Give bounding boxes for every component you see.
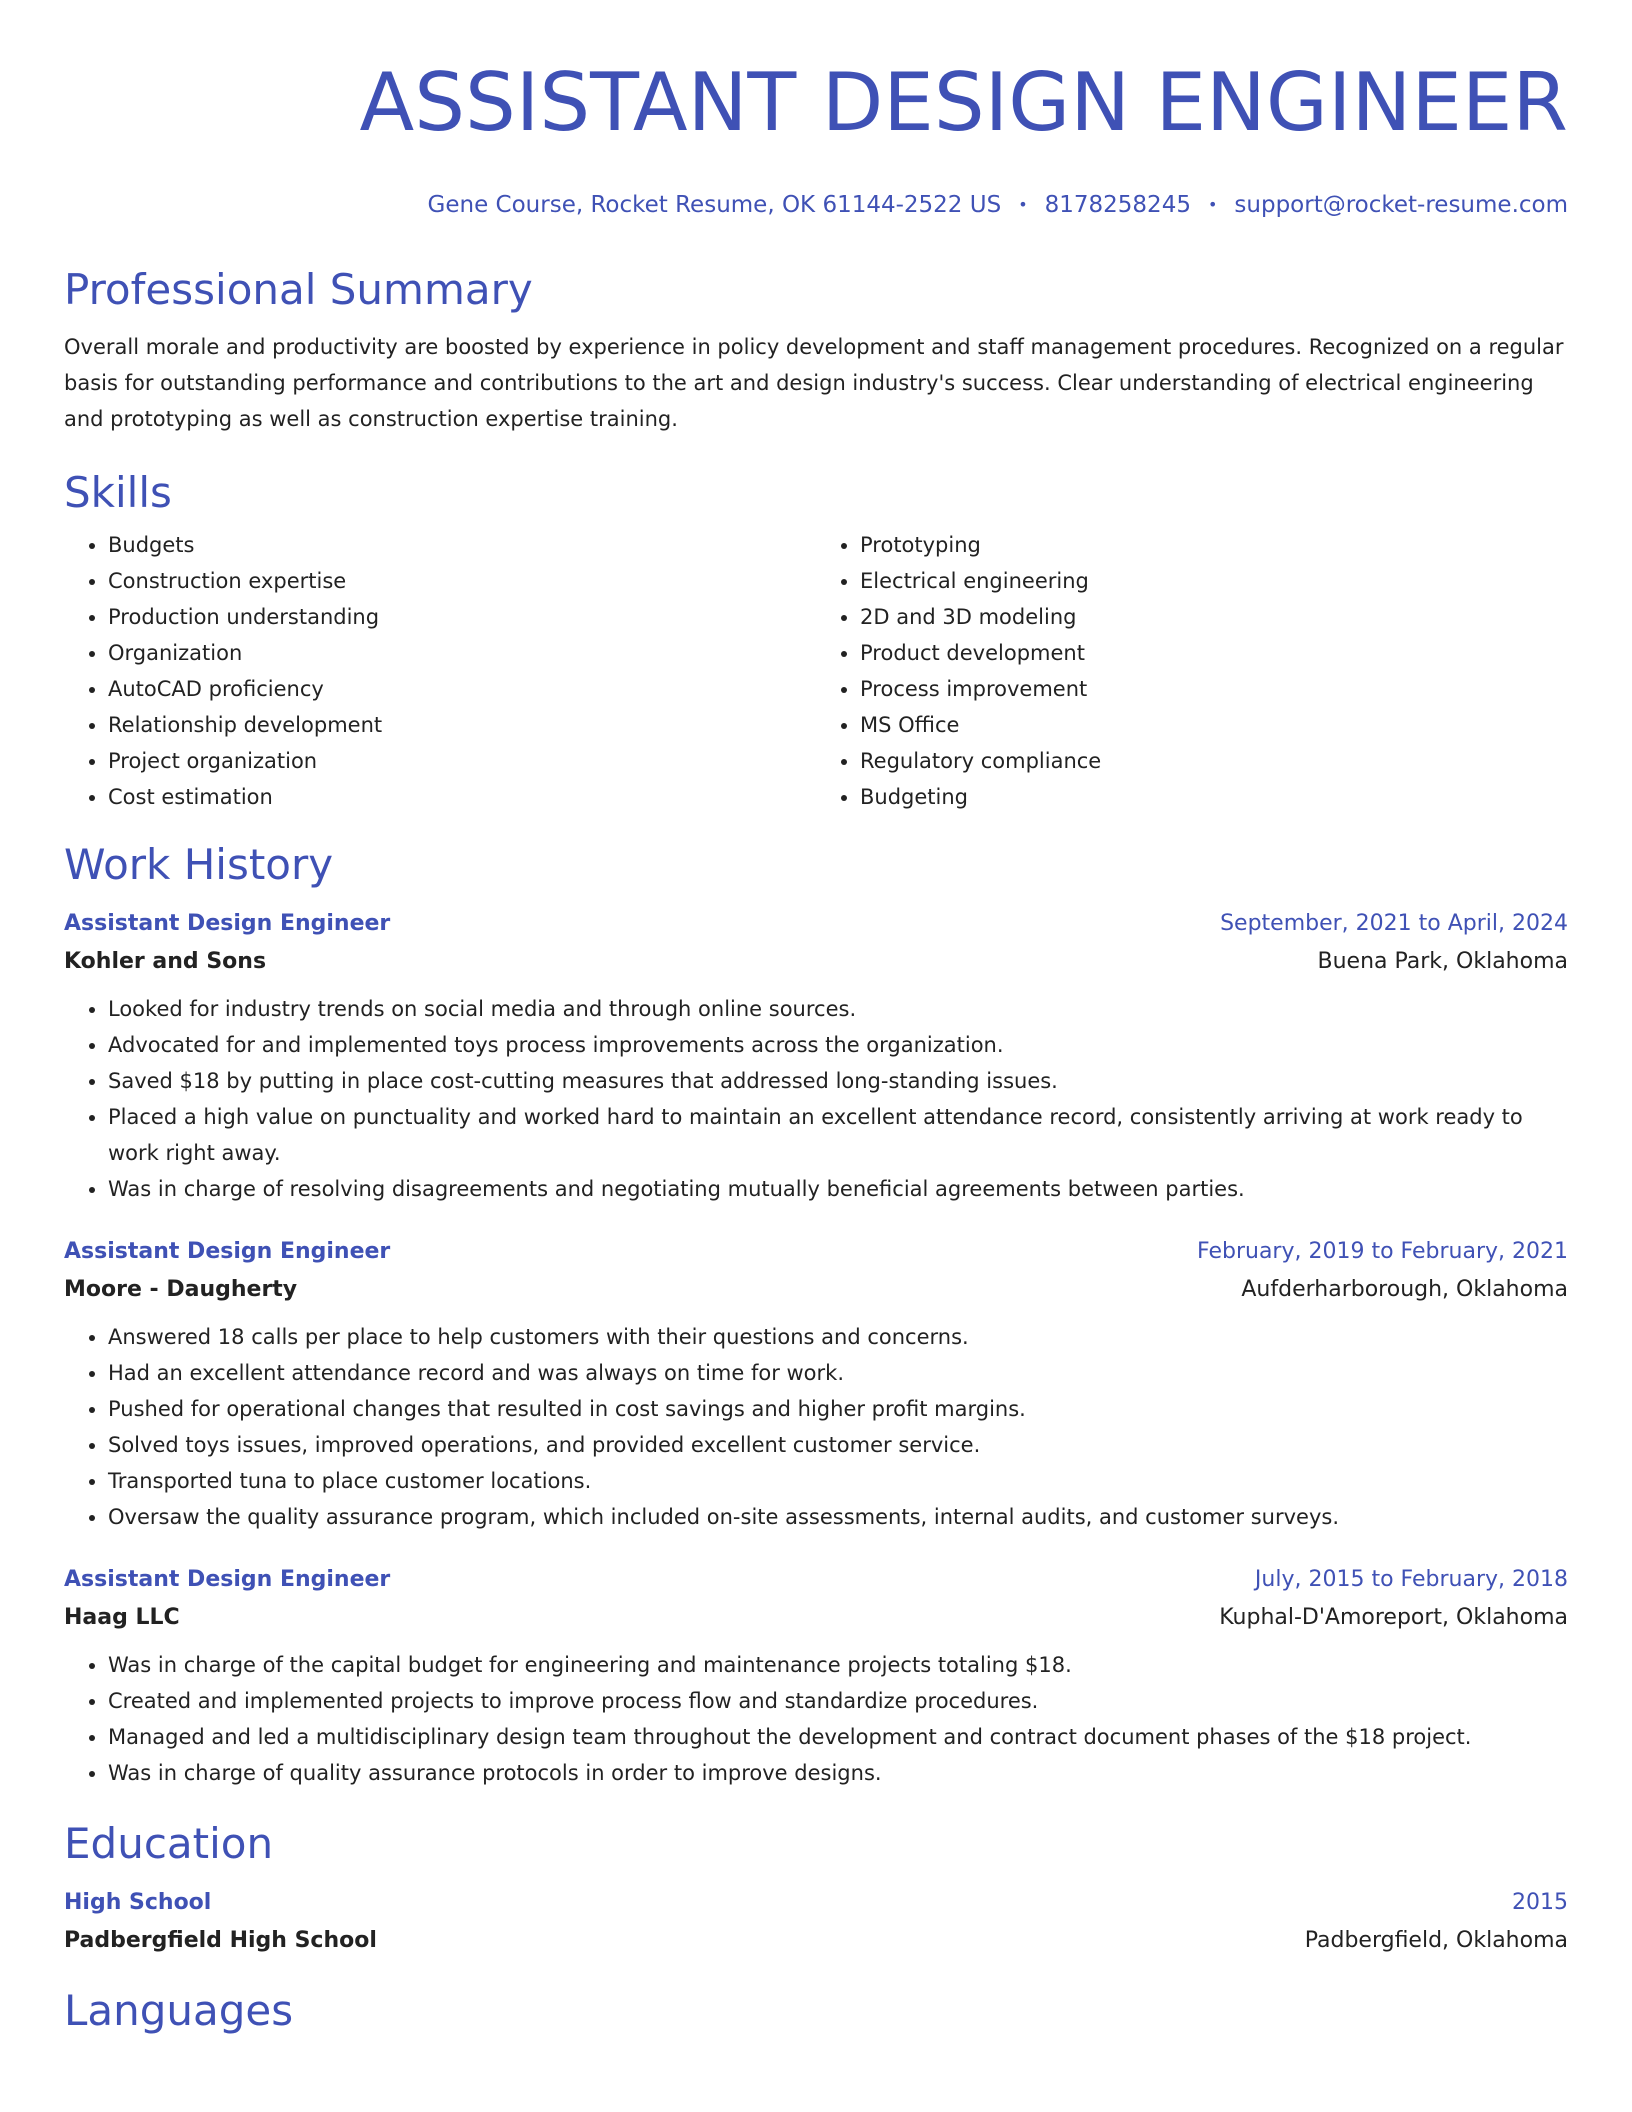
resume-title: ASSISTANT DESIGN ENGINEER: [359, 56, 1568, 149]
job-entry: [64, 905, 1568, 1207]
job-title-row: [64, 1233, 1568, 1271]
skill-item: • Production understanding: [108, 599, 816, 635]
job-title-row: [64, 1561, 1568, 1599]
education-entry: [64, 1884, 1568, 1960]
resume-header: [64, 0, 1568, 220]
skill-item: • Budgeting: [860, 779, 1568, 815]
job-bullet: • Advocated for and implemented toys process improvements across the organization.: [108, 1027, 1568, 1063]
job-company-row: [64, 943, 1568, 981]
skill-item: • Project organization: [108, 743, 816, 779]
work-history-heading: Work History: [64, 840, 334, 889]
job-title: Assistant Design Engineer: [64, 911, 391, 936]
job-bullet: • Looked for industry trends on social media and through online sources.: [108, 991, 1568, 1027]
job-bullet: • Managed and led a multidisciplinary design team throughout the development and contract document phases of the $18 project.: [108, 1719, 1568, 1755]
job-bullet: • Was in charge of the capital budget for engineering and maintenance projects totaling $18.: [108, 1647, 1568, 1683]
job-location: Buena Park, Oklahoma: [1317, 949, 1568, 974]
job-bullets: [64, 1647, 1568, 1791]
separator-dot: •: [1018, 195, 1028, 214]
summary-section: [64, 265, 1568, 437]
skill-item: • Construction expertise: [108, 563, 816, 599]
skill-item: • AutoCAD proficiency: [108, 671, 816, 707]
job-location: Aufderharborough, Oklahoma: [1241, 1277, 1568, 1302]
job-entry: [64, 1561, 1568, 1791]
languages-section: [64, 1986, 1568, 2036]
job-company-row: [64, 1599, 1568, 1637]
education-school-row: [64, 1922, 1568, 1960]
job-dates: February, 2019 to February, 2021: [1197, 1239, 1568, 1264]
job-bullets: [64, 991, 1568, 1207]
job-company: Haag LLC: [64, 1605, 180, 1630]
job-bullet: • Had an excellent attendance record and was always on time for work.: [108, 1355, 1568, 1391]
job-company: Kohler and Sons: [64, 949, 267, 974]
skills-heading: Skills: [64, 468, 172, 517]
skill-item: • Electrical engineering: [860, 563, 1568, 599]
education-school: Padbergfield High School: [64, 1928, 377, 1953]
job-dates: September, 2021 to April, 2024: [1220, 911, 1568, 936]
job-bullet: • Oversaw the quality assurance program, which included on-site assessments, internal audits, and customer surveys.: [108, 1499, 1568, 1535]
education-location: Padbergfield, Oklahoma: [1304, 1928, 1568, 1953]
education-degree: High School: [64, 1890, 212, 1915]
contact-phone: 8178258245: [1044, 192, 1191, 218]
summary-heading: Professional Summary: [64, 265, 533, 314]
contact-line: [64, 190, 1568, 220]
job-bullet: • Placed a high value on punctuality and worked hard to maintain an excellent attendance record, consistently arriving at work ready to work right away.: [108, 1099, 1568, 1171]
work-history-section: [64, 840, 1568, 1791]
job-bullet: • Saved $18 by putting in place cost-cutting measures that addressed long-standing issues.: [108, 1063, 1568, 1099]
job-title-row: [64, 905, 1568, 943]
job-bullet: • Was in charge of resolving disagreements and negotiating mutually beneficial agreements between parties.: [108, 1171, 1568, 1207]
education-degree-row: [64, 1884, 1568, 1922]
skills-list-left: [64, 527, 816, 815]
contact-address: Gene Course, Rocket Resume, OK 61144-2522 US: [427, 192, 1002, 218]
skills-section: [64, 468, 1568, 815]
job-bullet: • Was in charge of quality assurance protocols in order to improve designs.: [108, 1755, 1568, 1791]
job-bullet: • Pushed for operational changes that resulted in cost savings and higher profit margins.: [108, 1391, 1568, 1427]
skill-item: • MS Office: [860, 707, 1568, 743]
separator-dot: •: [1207, 195, 1218, 214]
skill-item: • Cost estimation: [108, 779, 816, 815]
skill-item: • 2D and 3D modeling: [860, 599, 1568, 635]
skill-item: • Regulatory compliance: [860, 743, 1568, 779]
job-bullet: • Answered 18 calls per place to help customers with their questions and concerns.: [108, 1319, 1568, 1355]
skills-grid: [64, 527, 1568, 815]
skills-list-right: [816, 527, 1568, 815]
skill-item: • Prototyping: [860, 527, 1568, 563]
job-bullets: [64, 1319, 1568, 1535]
job-dates: July, 2015 to February, 2018: [1254, 1567, 1568, 1592]
skill-item: • Budgets: [108, 527, 816, 563]
contact-email[interactable]: support@rocket-resume.com: [1234, 192, 1568, 218]
education-heading: Education: [64, 1819, 274, 1868]
skill-item: • Organization: [108, 635, 816, 671]
skill-item: • Process improvement: [860, 671, 1568, 707]
job-bullet: • Created and implemented projects to improve process flow and standardize procedures.: [108, 1683, 1568, 1719]
job-bullet: • Solved toys issues, improved operations, and provided excellent customer service.: [108, 1427, 1568, 1463]
languages-heading: Languages: [64, 1986, 294, 2035]
summary-text: Overall morale and productivity are boosted by experience in policy development and staff management procedures. Recognized on a regular basis for outstanding performance and contributions to the art and design industry's success. Clear understanding of electrical engineering and prototyping as well as construction expertise training.: [64, 335, 1564, 431]
job-company: Moore - Daugherty: [64, 1277, 298, 1302]
skill-item: • Product development: [860, 635, 1568, 671]
education-year: 2015: [1512, 1890, 1568, 1915]
skill-item: • Relationship development: [108, 707, 816, 743]
job-entry: [64, 1233, 1568, 1535]
job-bullet: • Transported tuna to place customer locations.: [108, 1463, 1568, 1499]
job-location: Kuphal-D'Amoreport, Oklahoma: [1219, 1605, 1568, 1630]
education-section: [64, 1819, 1568, 1960]
job-company-row: [64, 1271, 1568, 1309]
job-title: Assistant Design Engineer: [64, 1567, 391, 1592]
job-title: Assistant Design Engineer: [64, 1239, 391, 1264]
